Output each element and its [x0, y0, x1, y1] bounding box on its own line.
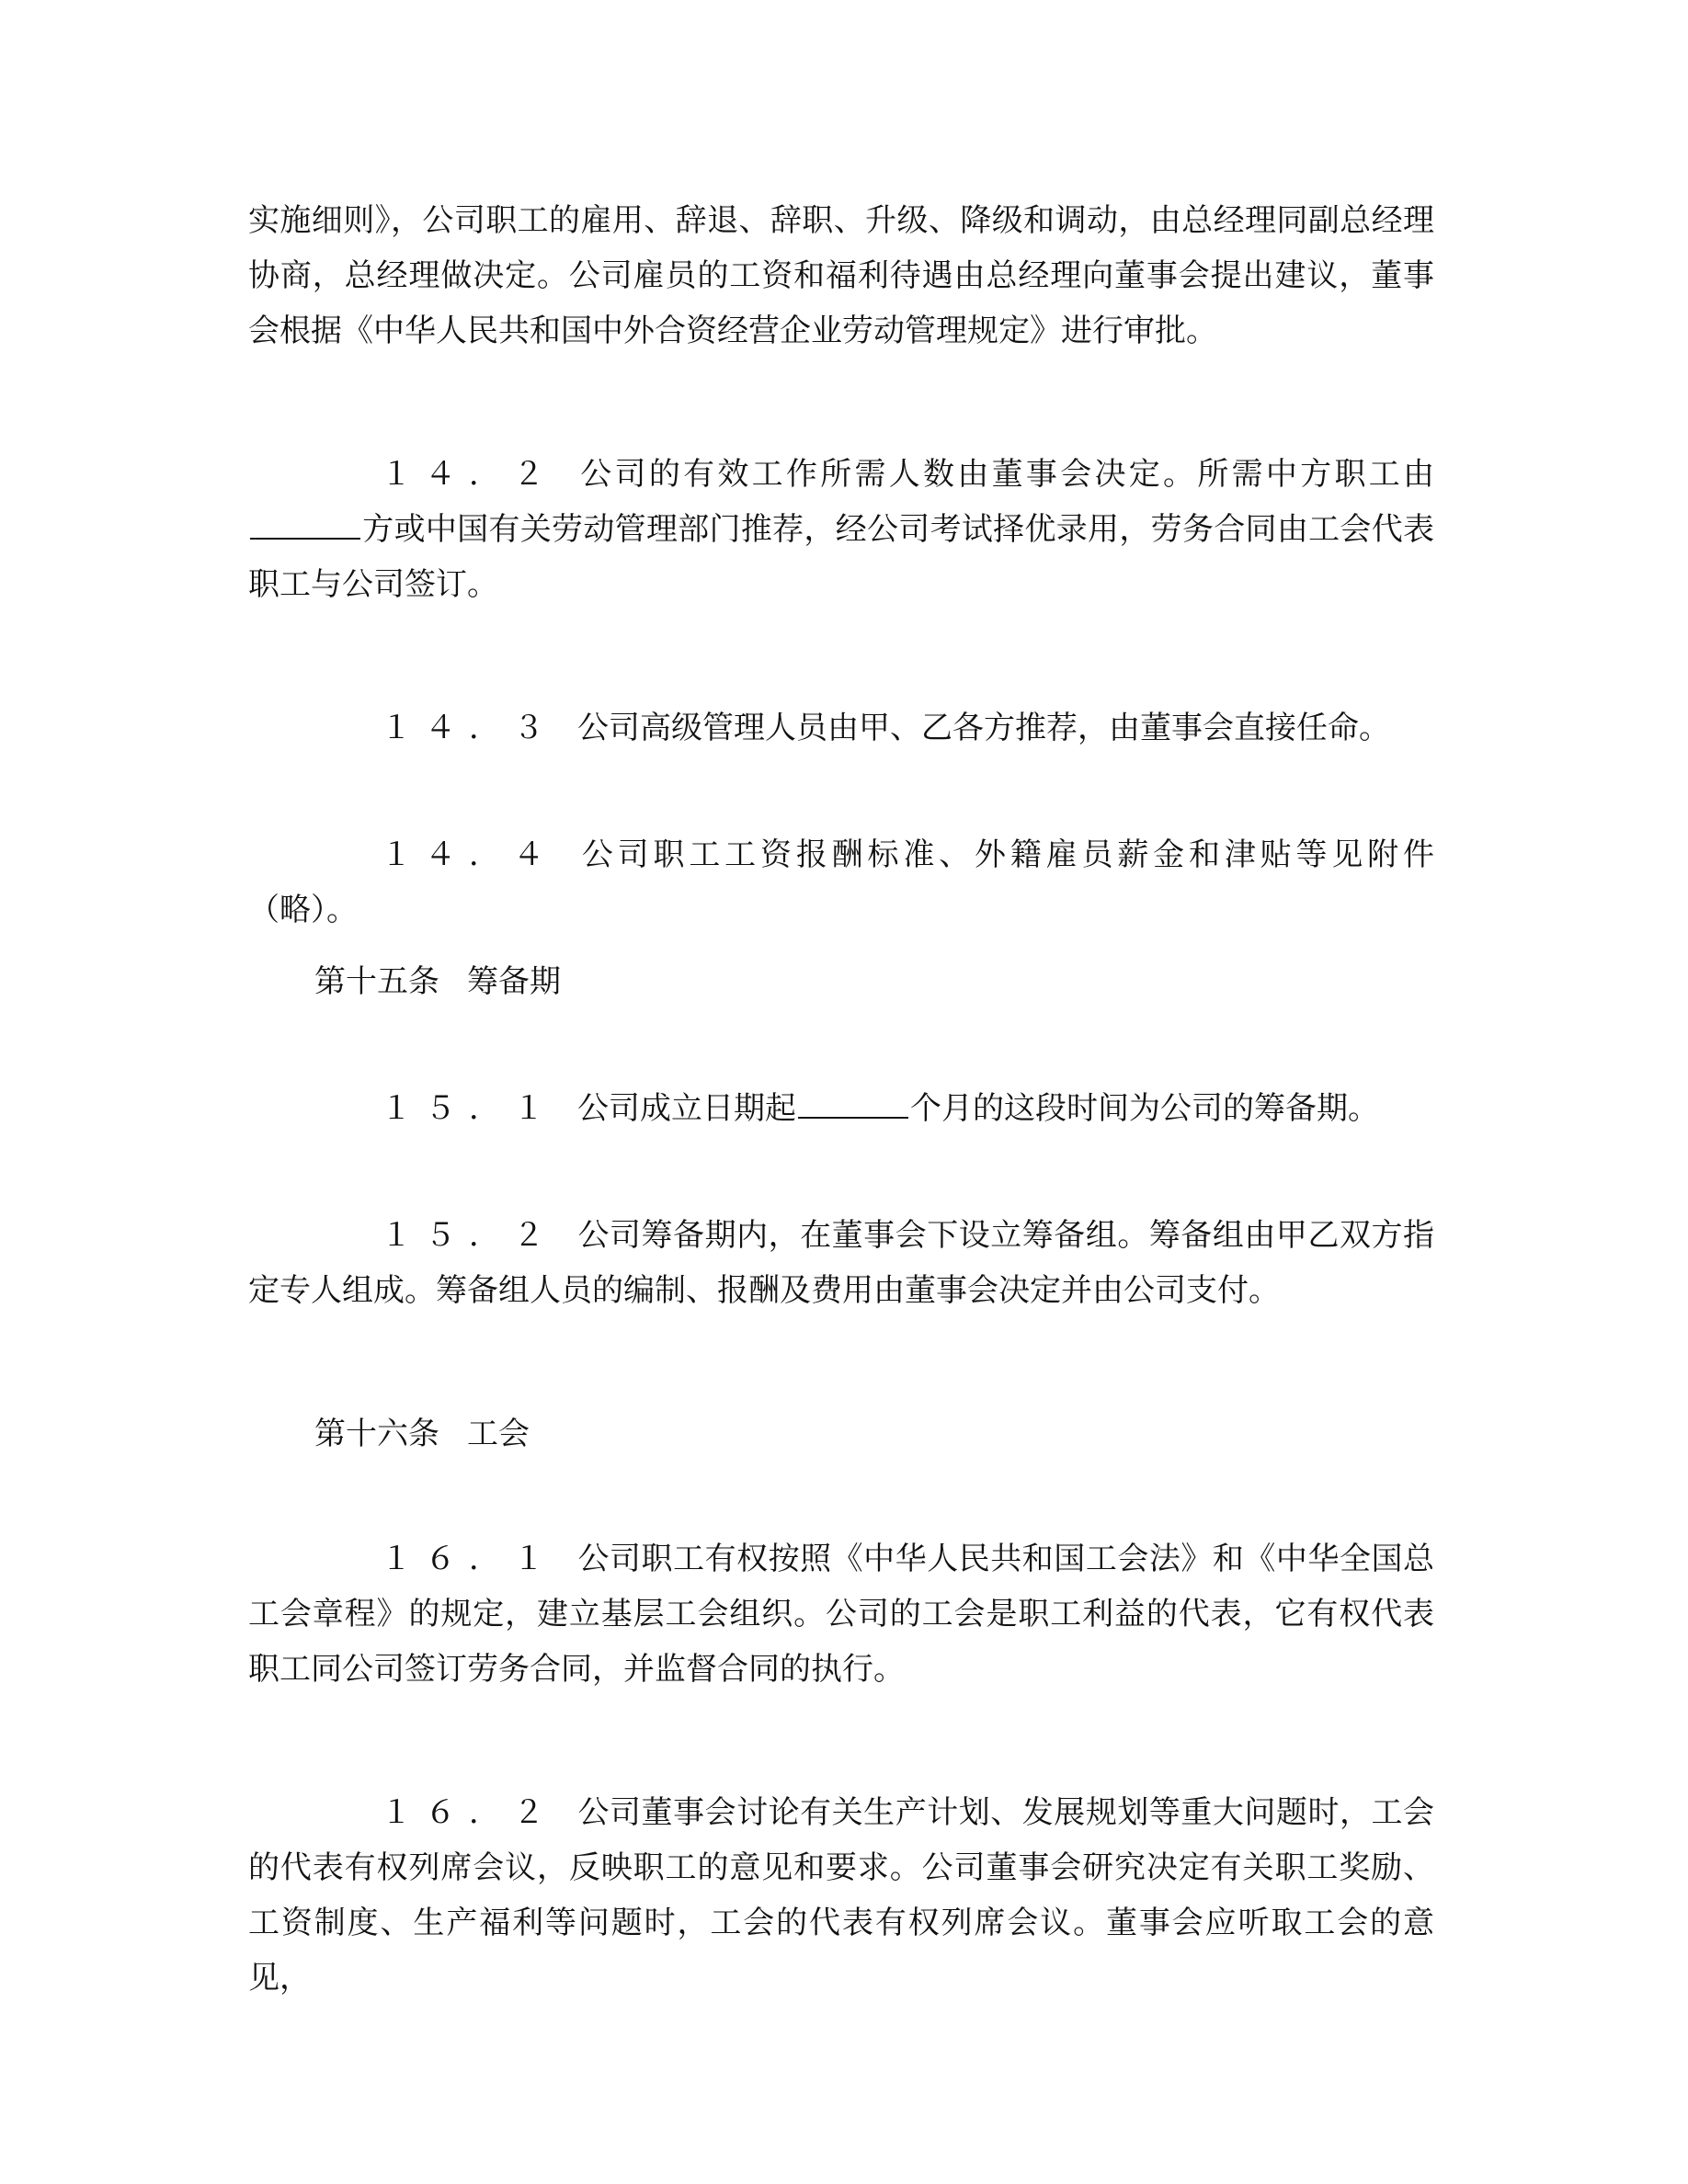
clause-text: 公司职工工资报酬标准、外籍雇员薪金和津贴等见附件（略）。: [248, 836, 1434, 928]
clause-number: １４．３: [381, 710, 557, 746]
article-label: 第十五条: [314, 963, 439, 1000]
clause-text-cont: 个月的这段时间为公司的筹备期。: [910, 1090, 1379, 1127]
clause-14-4: [248, 827, 1434, 938]
clause-15-2: [248, 1208, 1434, 1318]
article-title: 筹备期: [467, 963, 561, 1000]
clause-number: １４．４: [381, 836, 557, 873]
clause-number: １６．２: [381, 1794, 557, 1831]
clause-text: 公司筹备期内，在董事会下设立筹备组。筹备组由甲乙双方指定专人组成。筹备组人员的编制、报酬及费用由董事会决定并由公司支付。: [248, 1217, 1434, 1309]
clause-15-1: [248, 1081, 1434, 1136]
clause-16-1: [248, 1531, 1434, 1697]
clause-14-3: [248, 700, 1434, 756]
clause-text: 公司的有效工作所需人数由董事会决定。所需中方职工由: [577, 456, 1434, 493]
clause-16-2: [248, 1785, 1434, 2006]
clause-text: 公司职工有权按照《中华人民共和国工会法》和《中华全国总工会章程》的规定，建立基层工会组织。公司的工会是职工利益的代表，它有权代表职工同公司签订劳务合同，并监督合同的执行。: [248, 1541, 1434, 1688]
clause-14-2: [248, 447, 1434, 612]
clause-number: １４．２: [381, 456, 557, 493]
clause-text: 公司董事会讨论有关生产计划、发展规划等重大问题时，工会的代表有权列席会议，反映职工的意见和要求。公司董事会研究决定有关职工奖励、工资制度、生产福利等问题时，工会的代表有权列席会议。董事会应听取工会的意见，: [248, 1794, 1434, 1996]
article-title: 工会: [467, 1416, 530, 1452]
clause-number: １６．１: [381, 1541, 557, 1577]
article-16-heading: [248, 1406, 1434, 1462]
clause-number: １５．２: [381, 1217, 557, 1254]
article-label: 第十六条: [314, 1416, 439, 1452]
clause-number: １５．１: [381, 1090, 557, 1127]
clause-text: 公司成立日期起: [577, 1090, 796, 1127]
clause-text: 公司高级管理人员由甲、乙各方推荐，由董事会直接任命。: [577, 710, 1390, 746]
paragraph-text: 实施细则》，公司职工的雇用、辞退、辞职、升级、降级和调动，由总经理同副总经理协商，总经理做决定。公司雇员的工资和福利待遇由总经理向董事会提出建议，董事会根据《中华人民共和国中外合资经营企业劳动管理规定》进行审批。: [248, 202, 1434, 349]
article-15-heading: [248, 954, 1434, 1009]
fill-in-blank: [798, 1089, 908, 1119]
clause-text-cont: 方或中国有关劳动管理部门推荐，经公司考试择优录用，劳务合同由工会代表职工与公司签订。: [248, 511, 1434, 603]
paragraph-continuation: [248, 193, 1434, 358]
fill-in-blank: [250, 510, 360, 540]
